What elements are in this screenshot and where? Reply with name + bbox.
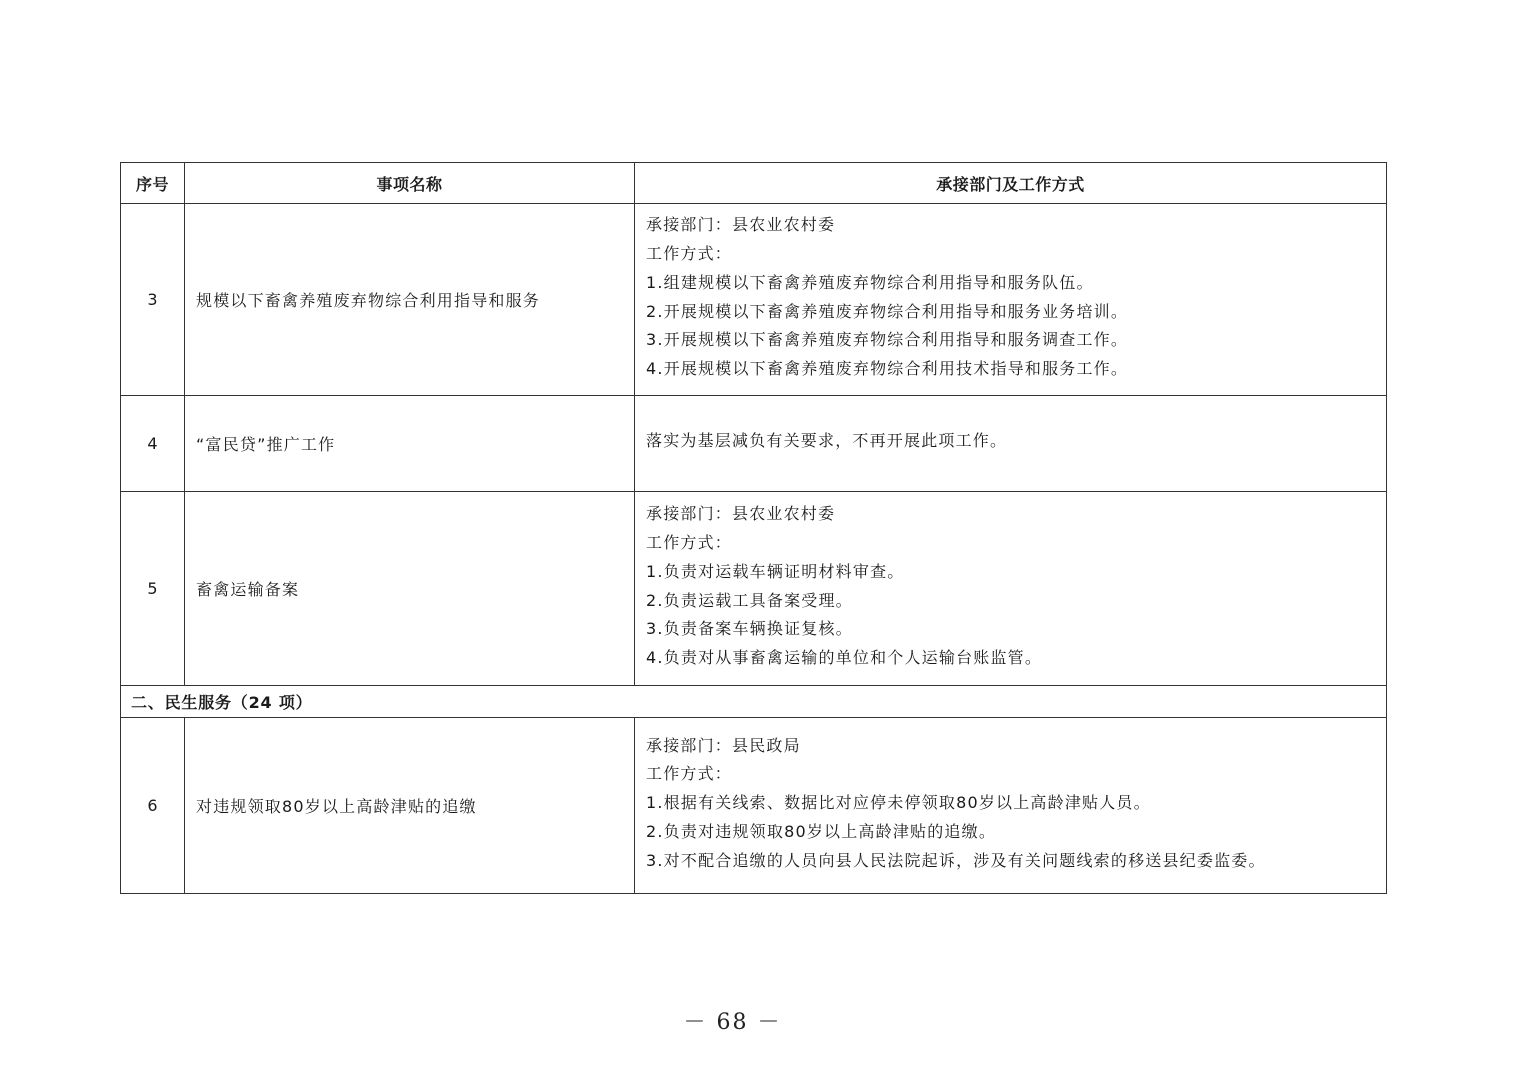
- row-item-name: “富民贷”推广工作: [185, 396, 635, 492]
- method-line: 1.根据有关线索、数据比对应停未停领取80岁以上高龄津贴人员。: [646, 793, 1151, 813]
- row-serial-number: 6: [121, 718, 185, 894]
- method-line: 2.开展规模以下畜禽养殖废弃物综合利用指导和服务业务培训。: [646, 301, 1129, 321]
- row-department-method: [635, 492, 1387, 686]
- section-title: 二、民生服务（24 项）: [121, 686, 1387, 718]
- responsibility-table: [120, 162, 1387, 894]
- table-row: [121, 396, 1387, 492]
- dept-line: 承接部门：县民政局: [646, 735, 801, 755]
- table-row: [121, 718, 1387, 894]
- header-item-name: 事项名称: [185, 163, 635, 204]
- row-department-method: [635, 396, 1387, 492]
- table-header-row: [121, 163, 1387, 204]
- row-department-method: [635, 204, 1387, 396]
- page-number: － 68 －: [683, 1010, 782, 1035]
- row-department-method: [635, 718, 1387, 894]
- row-item-name: 畜禽运输备案: [185, 492, 635, 686]
- method-line: 落实为基层减负有关要求，不再开展此项工作。: [646, 431, 1008, 451]
- row-item-name: 对违规领取80岁以上高龄津贴的追缴: [185, 718, 635, 894]
- method-line: 4.负责对从事畜禽运输的单位和个人运输台账监管。: [646, 648, 1043, 668]
- table-row: [121, 204, 1387, 396]
- method-label-line: 工作方式：: [646, 243, 733, 263]
- method-line: 3.负责备案车辆换证复核。: [646, 619, 853, 639]
- method-line: 2.负责运载工具备案受理。: [646, 590, 853, 610]
- method-label-line: 工作方式：: [646, 532, 733, 552]
- header-department-method: 承接部门及工作方式: [635, 163, 1387, 204]
- row-serial-number: 5: [121, 492, 185, 686]
- row-serial-number: 3: [121, 204, 185, 396]
- method-line: 4.开展规模以下畜禽养殖废弃物综合利用技术指导和服务工作。: [646, 359, 1129, 379]
- method-line: 3.开展规模以下畜禽养殖废弃物综合利用指导和服务调查工作。: [646, 330, 1129, 350]
- method-line: 1.组建规模以下畜禽养殖废弃物综合利用指导和服务队伍。: [646, 272, 1094, 292]
- table-row: [121, 492, 1387, 686]
- header-serial-number: 序号: [121, 163, 185, 204]
- method-line: 2.负责对违规领取80岁以上高龄津贴的追缴。: [646, 821, 997, 841]
- method-label-line: 工作方式：: [646, 764, 733, 784]
- section-header-row: [121, 686, 1387, 718]
- row-item-name: 规模以下畜禽养殖废弃物综合利用指导和服务: [185, 204, 635, 396]
- method-line: 3.对不配合追缴的人员向县人民法院起诉，涉及有关问题线索的移送县纪委监委。: [646, 850, 1266, 870]
- dept-line: 承接部门：县农业农村委: [646, 215, 836, 235]
- row-serial-number: 4: [121, 396, 185, 492]
- method-line: 1.负责对运载车辆证明材料审查。: [646, 561, 905, 581]
- dept-line: 承接部门：县农业农村委: [646, 504, 836, 524]
